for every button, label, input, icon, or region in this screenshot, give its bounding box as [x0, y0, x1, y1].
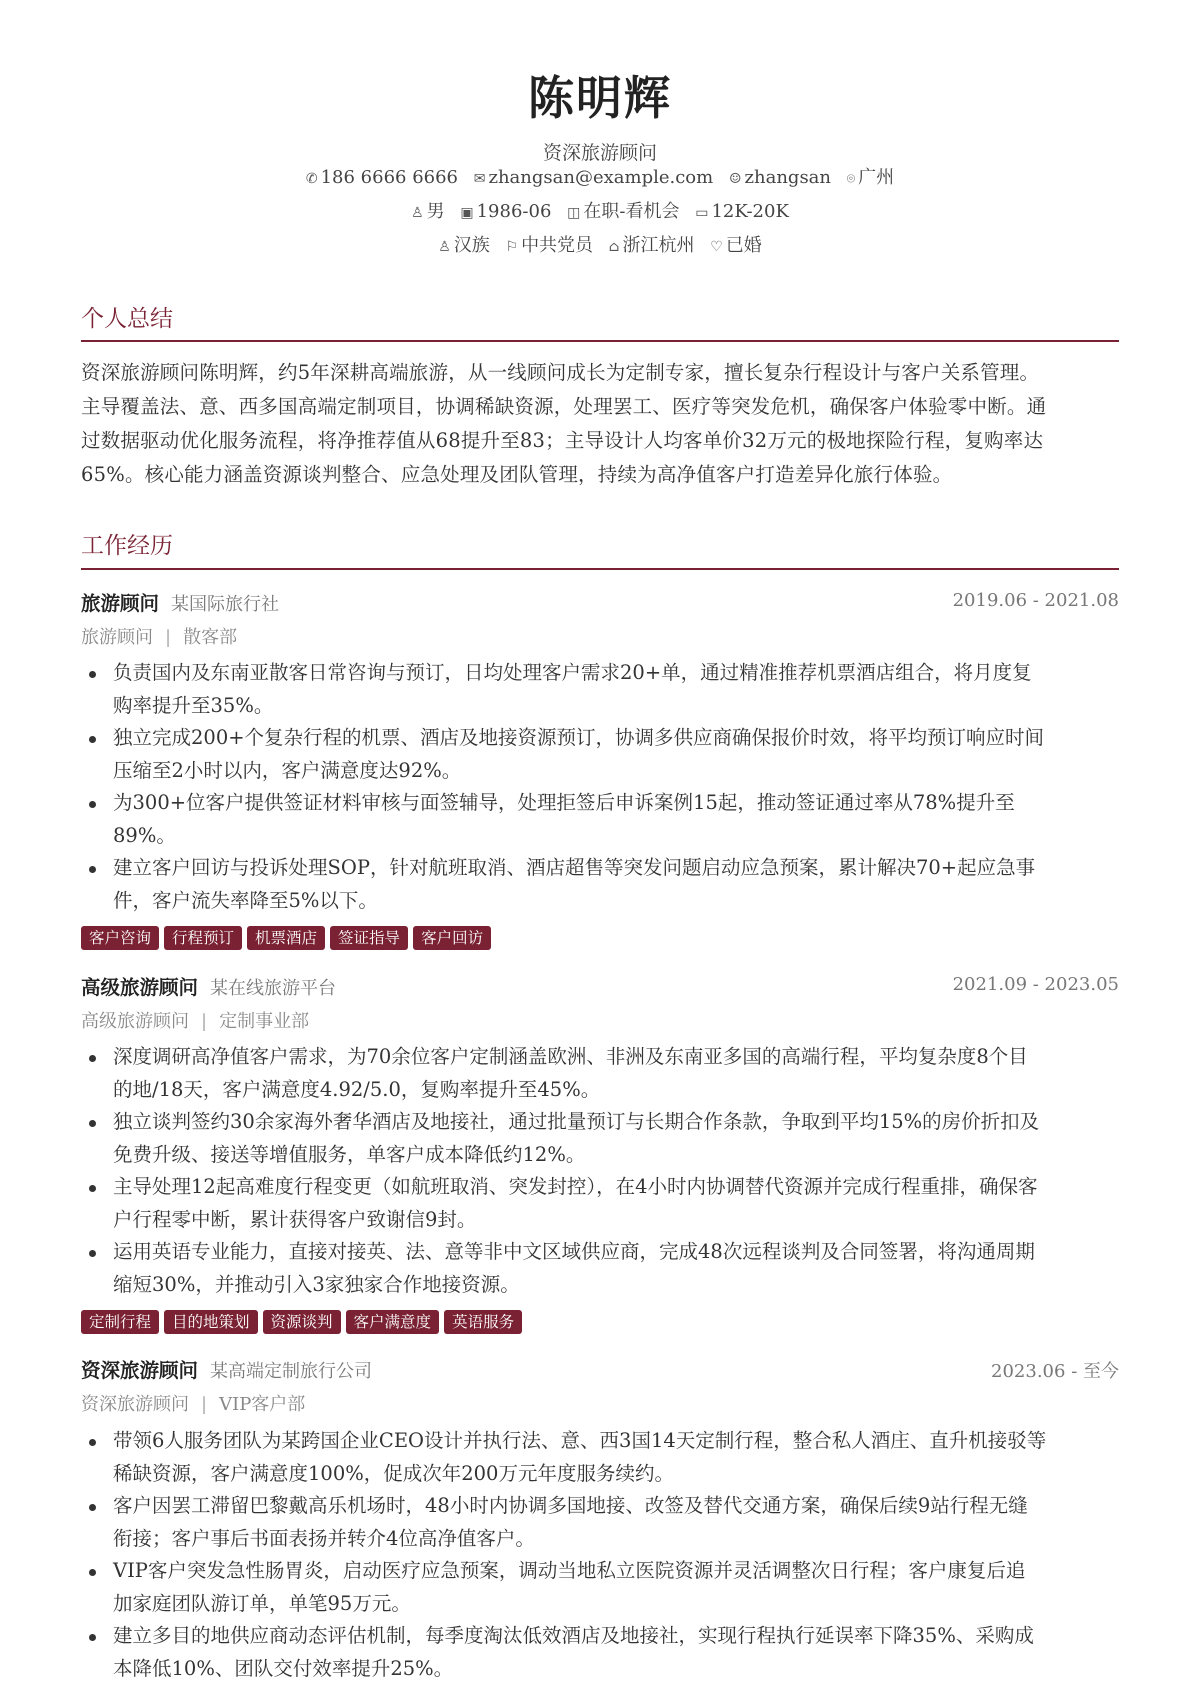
briefcase-icon: ◫: [567, 205, 581, 221]
bullet-line: 建立多目的地供应商动态评估机制，每季度淘汰低效酒店及地接社，实现行程执行延误率下降35%、采购成: [113, 1624, 1034, 1647]
phone-icon: ✆: [305, 171, 318, 187]
skill-tag: 定制行程: [81, 1310, 159, 1334]
bullet-line: 客户因罢工滞留巴黎戴高乐机场时，48小时内协调多国地接、改签及替代交通方案，确保后续9站行程无缝: [113, 1494, 1028, 1517]
job-date: 2019.06 - 2021.08: [952, 590, 1119, 611]
email-text: zhangsan@example.com: [488, 167, 714, 188]
job-header: [81, 1355, 1119, 1385]
job-company: 某高端定制旅行公司: [210, 1361, 373, 1382]
list-item: [81, 1490, 1121, 1555]
money-icon: ▭: [695, 205, 709, 221]
bullet-line: 缩短30%，并推动引入3家独家合作地接资源。: [113, 1272, 520, 1296]
gender-text: 男: [426, 201, 445, 222]
bullet-line: 带领6人服务团队为某跨国企业CEO设计并执行法、意、西3国14天定制行程，整合私人酒庄、直升机接驳等: [113, 1429, 1047, 1452]
job-bullets: [81, 1425, 1121, 1685]
wechat-icon: ☺: [728, 171, 742, 187]
hometown-item: [609, 231, 695, 257]
list-item: [81, 722, 1121, 787]
job-date: 2023.06 - 至今: [991, 1361, 1119, 1382]
skill-tag: 客户咨询: [81, 926, 159, 950]
bullet-line: 免费升级、接送等增值服务，单客户成本降低约12%。: [113, 1142, 586, 1166]
skill-tag: 目的地策划: [164, 1310, 258, 1334]
summary-line: 资深旅游顾问陈明辉，约5年深耕高端旅游，从一线顾问成长为定制专家，擅长复杂行程设计与客户关系管理。: [81, 361, 1040, 384]
bullet-line: 户行程零中断，累计获得客户致谢信9封。: [113, 1207, 477, 1231]
people-icon: ♙: [438, 239, 451, 255]
job-tags: [81, 926, 496, 952]
profile-row: [0, 197, 1200, 223]
birth-text: 1986-06: [476, 201, 552, 222]
job-position: 资深旅游顾问: [81, 1394, 189, 1415]
bullet-line: 稀缺资源，客户满意度100%，促成次年200万元年度服务续约。: [113, 1461, 674, 1485]
job-subtitle: [81, 1007, 309, 1033]
home-icon: ⌂: [608, 239, 620, 255]
separator: |: [201, 1011, 208, 1032]
personal-row: [0, 231, 1200, 257]
list-item: [81, 1041, 1121, 1106]
list-item: [81, 1106, 1121, 1171]
list-item: [81, 657, 1121, 722]
skill-tag: 客户回访: [413, 926, 491, 950]
summary-line: 65%。核心能力涵盖资源谈判整合、应急处理及团队管理，持续为高净值客户打造差异化旅行体验。: [81, 463, 953, 486]
heart-icon: ♡: [710, 239, 723, 255]
separator: |: [165, 627, 172, 648]
summary-divider: [81, 340, 1119, 342]
bullet-line: 衔接；客户事后书面表扬并转介4位高净值客户。: [113, 1526, 535, 1550]
wechat-item: [729, 167, 831, 188]
salary-text: 12K-20K: [711, 201, 789, 222]
birth-item: [460, 201, 551, 222]
summary-text: [81, 356, 1121, 492]
bullet-line: 件，客户流失率降至5%以下。: [113, 888, 378, 912]
party-text: 中共党员: [521, 235, 594, 256]
candidate-name: 陈明辉: [528, 71, 672, 125]
skill-tag: 英语服务: [444, 1310, 522, 1334]
job-tags: [81, 1310, 527, 1336]
bullet-line: 负责国内及东南亚散客日常咨询与预订，日均处理客户需求20+单，通过精准推荐机票酒店组合，将月度复: [113, 661, 1032, 684]
bullet-line: 独立完成200+个复杂行程的机票、酒店及地接资源预订，协调多供应商确保报价时效，将平均预订响应时间: [113, 726, 1045, 749]
ethnicity-item: [438, 231, 490, 257]
ethnicity-text: 汉族: [453, 235, 490, 256]
email-item: [474, 167, 713, 188]
bullet-line: 主导处理12起高难度行程变更（如航班取消、突发封控），在4小时内协调替代资源并完成行程重排，确保客: [113, 1175, 1038, 1198]
hometown-text: 浙江杭州: [622, 235, 695, 256]
phone-item: [306, 167, 458, 188]
job-subtitle: [81, 1390, 305, 1416]
mail-icon: ✉: [473, 171, 486, 187]
bullet-line: 的地/18天，客户满意度4.92/5.0，复购率提升至45%。: [113, 1077, 601, 1101]
bullet-line: VIP客户突发急性肠胃炎，启动医疗应急预案，调动当地私立医院资源并灵活调整次日行程；客户康复后追: [113, 1559, 1026, 1582]
wechat-text: zhangsan: [744, 167, 831, 188]
job-bullets: [81, 657, 1121, 917]
job-position: 高级旅游顾问: [81, 1011, 189, 1032]
bullet-line: 购率提升至35%。: [113, 693, 274, 717]
skill-tag: 机票酒店: [247, 926, 325, 950]
list-item: [81, 1620, 1121, 1685]
list-item: [81, 852, 1121, 917]
list-item: [81, 1425, 1121, 1490]
location-icon: ⌾: [846, 171, 856, 187]
status-item: [567, 197, 679, 223]
job-header: [81, 588, 1119, 618]
summary-heading: 个人总结: [81, 306, 173, 332]
list-item: [81, 1555, 1121, 1620]
skill-tag: 行程预订: [164, 926, 242, 950]
gender-item: [411, 197, 445, 223]
job-company: 某在线旅游平台: [210, 978, 337, 999]
list-item: [81, 1171, 1121, 1236]
job-company: 某国际旅行社: [171, 594, 280, 615]
salary-item: [695, 201, 789, 222]
city-text: 广州: [858, 167, 895, 188]
party-item: [506, 231, 594, 257]
job-bullets: [81, 1041, 1121, 1301]
experience-heading: 工作经历: [81, 533, 173, 559]
job-department: 定制事业部: [219, 1011, 310, 1032]
list-item: [81, 1236, 1121, 1301]
experience-divider: [81, 568, 1119, 570]
flag-icon: ⚐: [505, 239, 519, 255]
skill-tag: 签证指导: [330, 926, 408, 950]
job-subtitle: [81, 623, 237, 649]
list-item: [81, 787, 1121, 852]
bullet-line: 加家庭团队游订单，单笔95万元。: [113, 1591, 411, 1615]
skill-tag: 资源谈判: [263, 1310, 341, 1334]
bullet-line: 压缩至2小时以内，客户满意度达92%。: [113, 758, 462, 782]
candidate-role: 资深旅游顾问: [542, 142, 657, 164]
bullet-line: 独立谈判签约30余家海外奢华酒店及地接社，通过批量预订与长期合作条款，争取到平均15%的房价折扣及: [113, 1110, 1040, 1133]
bullet-line: 89%。: [113, 823, 176, 847]
person-icon: ♙: [411, 205, 424, 221]
job-title: 资深旅游顾问: [81, 1359, 199, 1382]
bullet-line: 运用英语专业能力，直接对接英、法、意等非中文区域供应商，完成48次远程谈判及合同签署，将沟通周期: [113, 1240, 1035, 1263]
job-title: 高级旅游顾问: [81, 976, 199, 999]
summary-line: 主导覆盖法、意、西多国高端定制项目，协调稀缺资源，处理罢工、医疗等突发危机，确保客户体验零中断。通: [81, 395, 1047, 418]
job-header: [81, 972, 1119, 1002]
city-item: [847, 163, 894, 189]
job-date: 2021.09 - 2023.05: [952, 974, 1119, 995]
separator: |: [201, 1394, 208, 1415]
marital-text: 已婚: [725, 235, 762, 256]
summary-line: 过数据驱动优化服务流程，将净推荐值从68提升至83；主导设计人均客单价32万元的极地探险行程，复购率达: [81, 429, 1044, 452]
contact-row: [0, 163, 1200, 189]
skill-tag: 客户满意度: [346, 1310, 440, 1334]
bullet-line: 本降低10%、团队交付效率提升25%。: [113, 1656, 454, 1680]
job-department: VIP客户部: [219, 1394, 306, 1415]
phone-text: 186 6666 6666: [320, 167, 459, 188]
job-position: 旅游顾问: [81, 627, 153, 648]
calendar-icon: ▣: [460, 205, 474, 221]
marital-item: [710, 231, 762, 257]
bullet-line: 为300+位客户提供签证材料审核与面签辅导，处理拒签后申诉案例15起，推动签证通过率从78%提升至: [113, 791, 1015, 814]
job-department: 散客部: [183, 627, 238, 648]
bullet-line: 深度调研高净值客户需求，为70余位客户定制涵盖欧洲、非洲及东南亚多国的高端行程，平均复杂度8个目: [113, 1045, 1028, 1068]
job-title: 旅游顾问: [81, 592, 160, 615]
bullet-line: 建立客户回访与投诉处理SOP，针对航班取消、酒店超售等突发问题启动应急预案，累计解决70+起应急事: [113, 856, 1036, 879]
status-text: 在职-看机会: [583, 201, 680, 222]
